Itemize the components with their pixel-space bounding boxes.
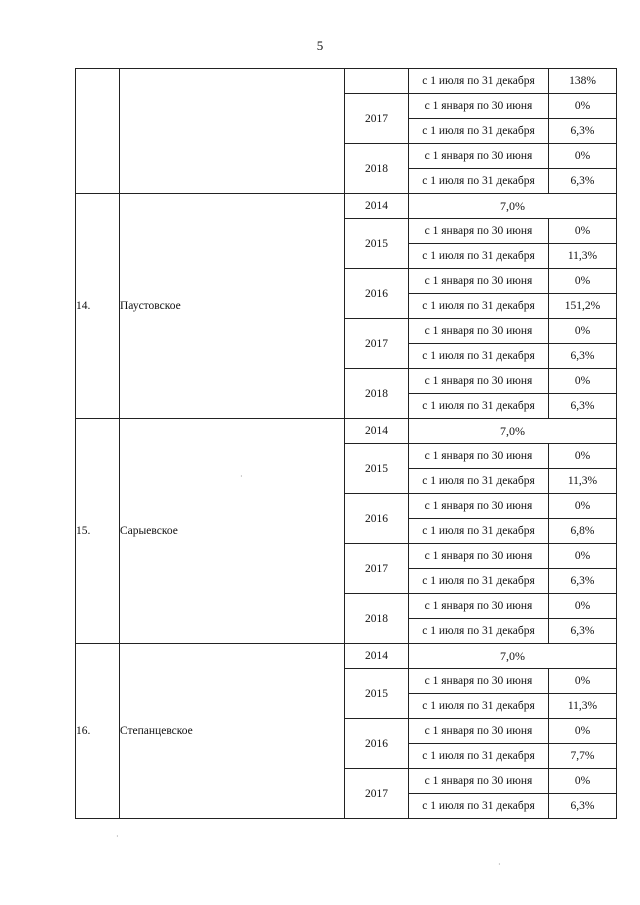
- period-cell: с 1 июля по 31 декабря: [409, 619, 549, 644]
- period-cell: с 1 июля по 31 декабря: [409, 394, 549, 419]
- settlement-number: 14.: [76, 194, 120, 419]
- scan-speck: ·: [116, 832, 119, 841]
- year-cell: 2018: [345, 594, 409, 644]
- rate-cell: 6,3%: [549, 569, 617, 594]
- year-cell: 2014: [345, 194, 409, 219]
- tariff-table: [75, 68, 617, 819]
- rate-cell: 0%: [549, 719, 617, 744]
- period-cell: с 1 июля по 31 декабря: [409, 244, 549, 269]
- period-cell: с 1 января по 30 июня: [409, 594, 549, 619]
- period-cell: с 1 июля по 31 декабря: [409, 344, 549, 369]
- rate-cell: 6,3%: [549, 344, 617, 369]
- rate-cell: 11,3%: [549, 244, 617, 269]
- tariff-table-body: [76, 69, 617, 819]
- rate-cell: 6,3%: [549, 169, 617, 194]
- settlement-name: Степанцевское: [120, 644, 345, 819]
- year-cell: [345, 69, 409, 94]
- rate-cell: 11,3%: [549, 469, 617, 494]
- rate-cell: 0%: [549, 144, 617, 169]
- year-cell: 2017: [345, 94, 409, 144]
- period-cell: с 1 января по 30 июня: [409, 369, 549, 394]
- period-cell: с 1 июля по 31 декабря: [409, 69, 549, 94]
- year-cell: 2015: [345, 219, 409, 269]
- rate-cell: 6,3%: [549, 619, 617, 644]
- rate-cell: 0%: [549, 269, 617, 294]
- rate-cell: 6,3%: [549, 794, 617, 819]
- rate-cell: 138%: [549, 69, 617, 94]
- period-cell: с 1 июля по 31 декабря: [409, 794, 549, 819]
- settlement-name: [120, 69, 345, 194]
- period-cell: с 1 июля по 31 декабря: [409, 569, 549, 594]
- settlement-number: 16.: [76, 644, 120, 819]
- year-cell: 2016: [345, 719, 409, 769]
- settlement-name: Паустовское: [120, 194, 345, 419]
- annual-rate-cell: 7,0%: [409, 644, 617, 669]
- period-cell: с 1 января по 30 июня: [409, 494, 549, 519]
- year-cell: 2014: [345, 419, 409, 444]
- period-cell: с 1 января по 30 июня: [409, 144, 549, 169]
- scan-speck: ·: [240, 472, 243, 481]
- year-cell: 2017: [345, 544, 409, 594]
- year-cell: 2014: [345, 644, 409, 669]
- rate-cell: 0%: [549, 669, 617, 694]
- rate-cell: 0%: [549, 769, 617, 794]
- table-row: [76, 194, 617, 219]
- period-cell: с 1 июля по 31 декабря: [409, 469, 549, 494]
- period-cell: с 1 января по 30 июня: [409, 719, 549, 744]
- period-cell: с 1 июля по 31 декабря: [409, 519, 549, 544]
- period-cell: с 1 января по 30 июня: [409, 319, 549, 344]
- period-cell: с 1 января по 30 июня: [409, 544, 549, 569]
- period-cell: с 1 июля по 31 декабря: [409, 744, 549, 769]
- period-cell: с 1 июля по 31 декабря: [409, 169, 549, 194]
- settlement-name: Сарыевское: [120, 419, 345, 644]
- rate-cell: 0%: [549, 544, 617, 569]
- rate-cell: 6,8%: [549, 519, 617, 544]
- period-cell: с 1 января по 30 июня: [409, 769, 549, 794]
- rate-cell: 11,3%: [549, 694, 617, 719]
- rate-cell: 0%: [549, 594, 617, 619]
- year-cell: 2018: [345, 144, 409, 194]
- settlement-number: 15.: [76, 419, 120, 644]
- period-cell: с 1 января по 30 июня: [409, 219, 549, 244]
- period-cell: с 1 января по 30 июня: [409, 444, 549, 469]
- table-row: [76, 644, 617, 669]
- rate-cell: 0%: [549, 369, 617, 394]
- table-row: [76, 419, 617, 444]
- period-cell: с 1 июля по 31 декабря: [409, 294, 549, 319]
- rate-cell: 0%: [549, 94, 617, 119]
- rate-cell: 6,3%: [549, 394, 617, 419]
- rate-cell: 0%: [549, 219, 617, 244]
- period-cell: с 1 июля по 31 декабря: [409, 119, 549, 144]
- page-number: 5: [316, 38, 324, 53]
- rate-cell: 151,2%: [549, 294, 617, 319]
- table-row: [76, 69, 617, 94]
- rate-cell: 0%: [549, 319, 617, 344]
- rate-cell: 0%: [549, 444, 617, 469]
- period-cell: с 1 июля по 31 декабря: [409, 694, 549, 719]
- period-cell: с 1 января по 30 июня: [409, 269, 549, 294]
- year-cell: 2017: [345, 319, 409, 369]
- rate-cell: 7,7%: [549, 744, 617, 769]
- settlement-number: [76, 69, 120, 194]
- year-cell: 2018: [345, 369, 409, 419]
- year-cell: 2016: [345, 494, 409, 544]
- period-cell: с 1 января по 30 июня: [409, 669, 549, 694]
- annual-rate-cell: 7,0%: [409, 194, 617, 219]
- year-cell: 2016: [345, 269, 409, 319]
- year-cell: 2015: [345, 669, 409, 719]
- year-cell: 2015: [345, 444, 409, 494]
- rate-cell: 0%: [549, 494, 617, 519]
- scan-speck: ·: [498, 860, 501, 869]
- annual-rate-cell: 7,0%: [409, 419, 617, 444]
- period-cell: с 1 января по 30 июня: [409, 94, 549, 119]
- year-cell: 2017: [345, 769, 409, 819]
- rate-cell: 6,3%: [549, 119, 617, 144]
